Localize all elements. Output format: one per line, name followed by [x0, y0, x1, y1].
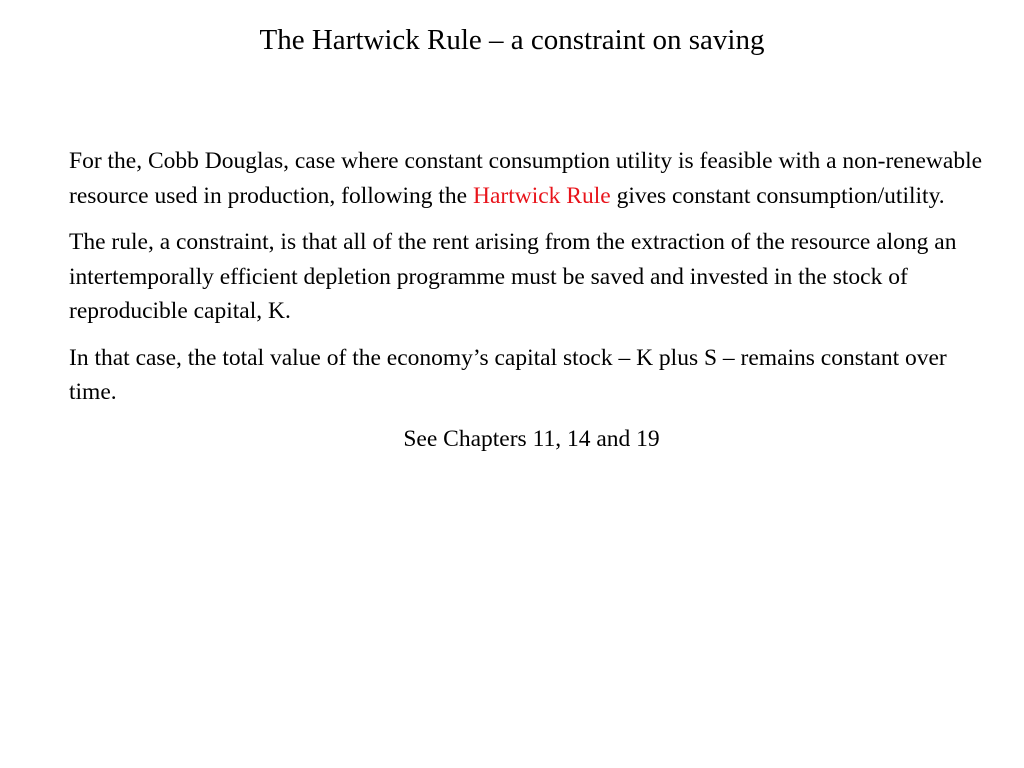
paragraph-cobb-douglas: [69, 144, 994, 213]
paragraph-rule-constraint: The rule, a constraint, is that all of the rent arising from the extraction of the resource along an intertemporally efficient depletion programme must be saved and invested in the stock of reproducible capital, K.: [69, 229, 957, 324]
slide-body: [69, 144, 994, 456]
paragraph-1-text-before: For the, Cobb Douglas, case where constant consumption utility is feasible with a non-renewable resource used in production, following the: [69, 148, 983, 209]
hartwick-rule-highlight: Hartwick Rule: [472, 182, 611, 209]
slide-title: The Hartwick Rule – a constraint on saving: [259, 24, 765, 56]
paragraph-capital-stock: In that case, the total value of the economy’s capital stock – K plus S – remains constant over time.: [69, 344, 947, 405]
chapters-note: See Chapters 11, 14 and 19: [403, 425, 660, 452]
paragraph-1-text-after: gives constant consumption/utility.: [610, 182, 945, 209]
